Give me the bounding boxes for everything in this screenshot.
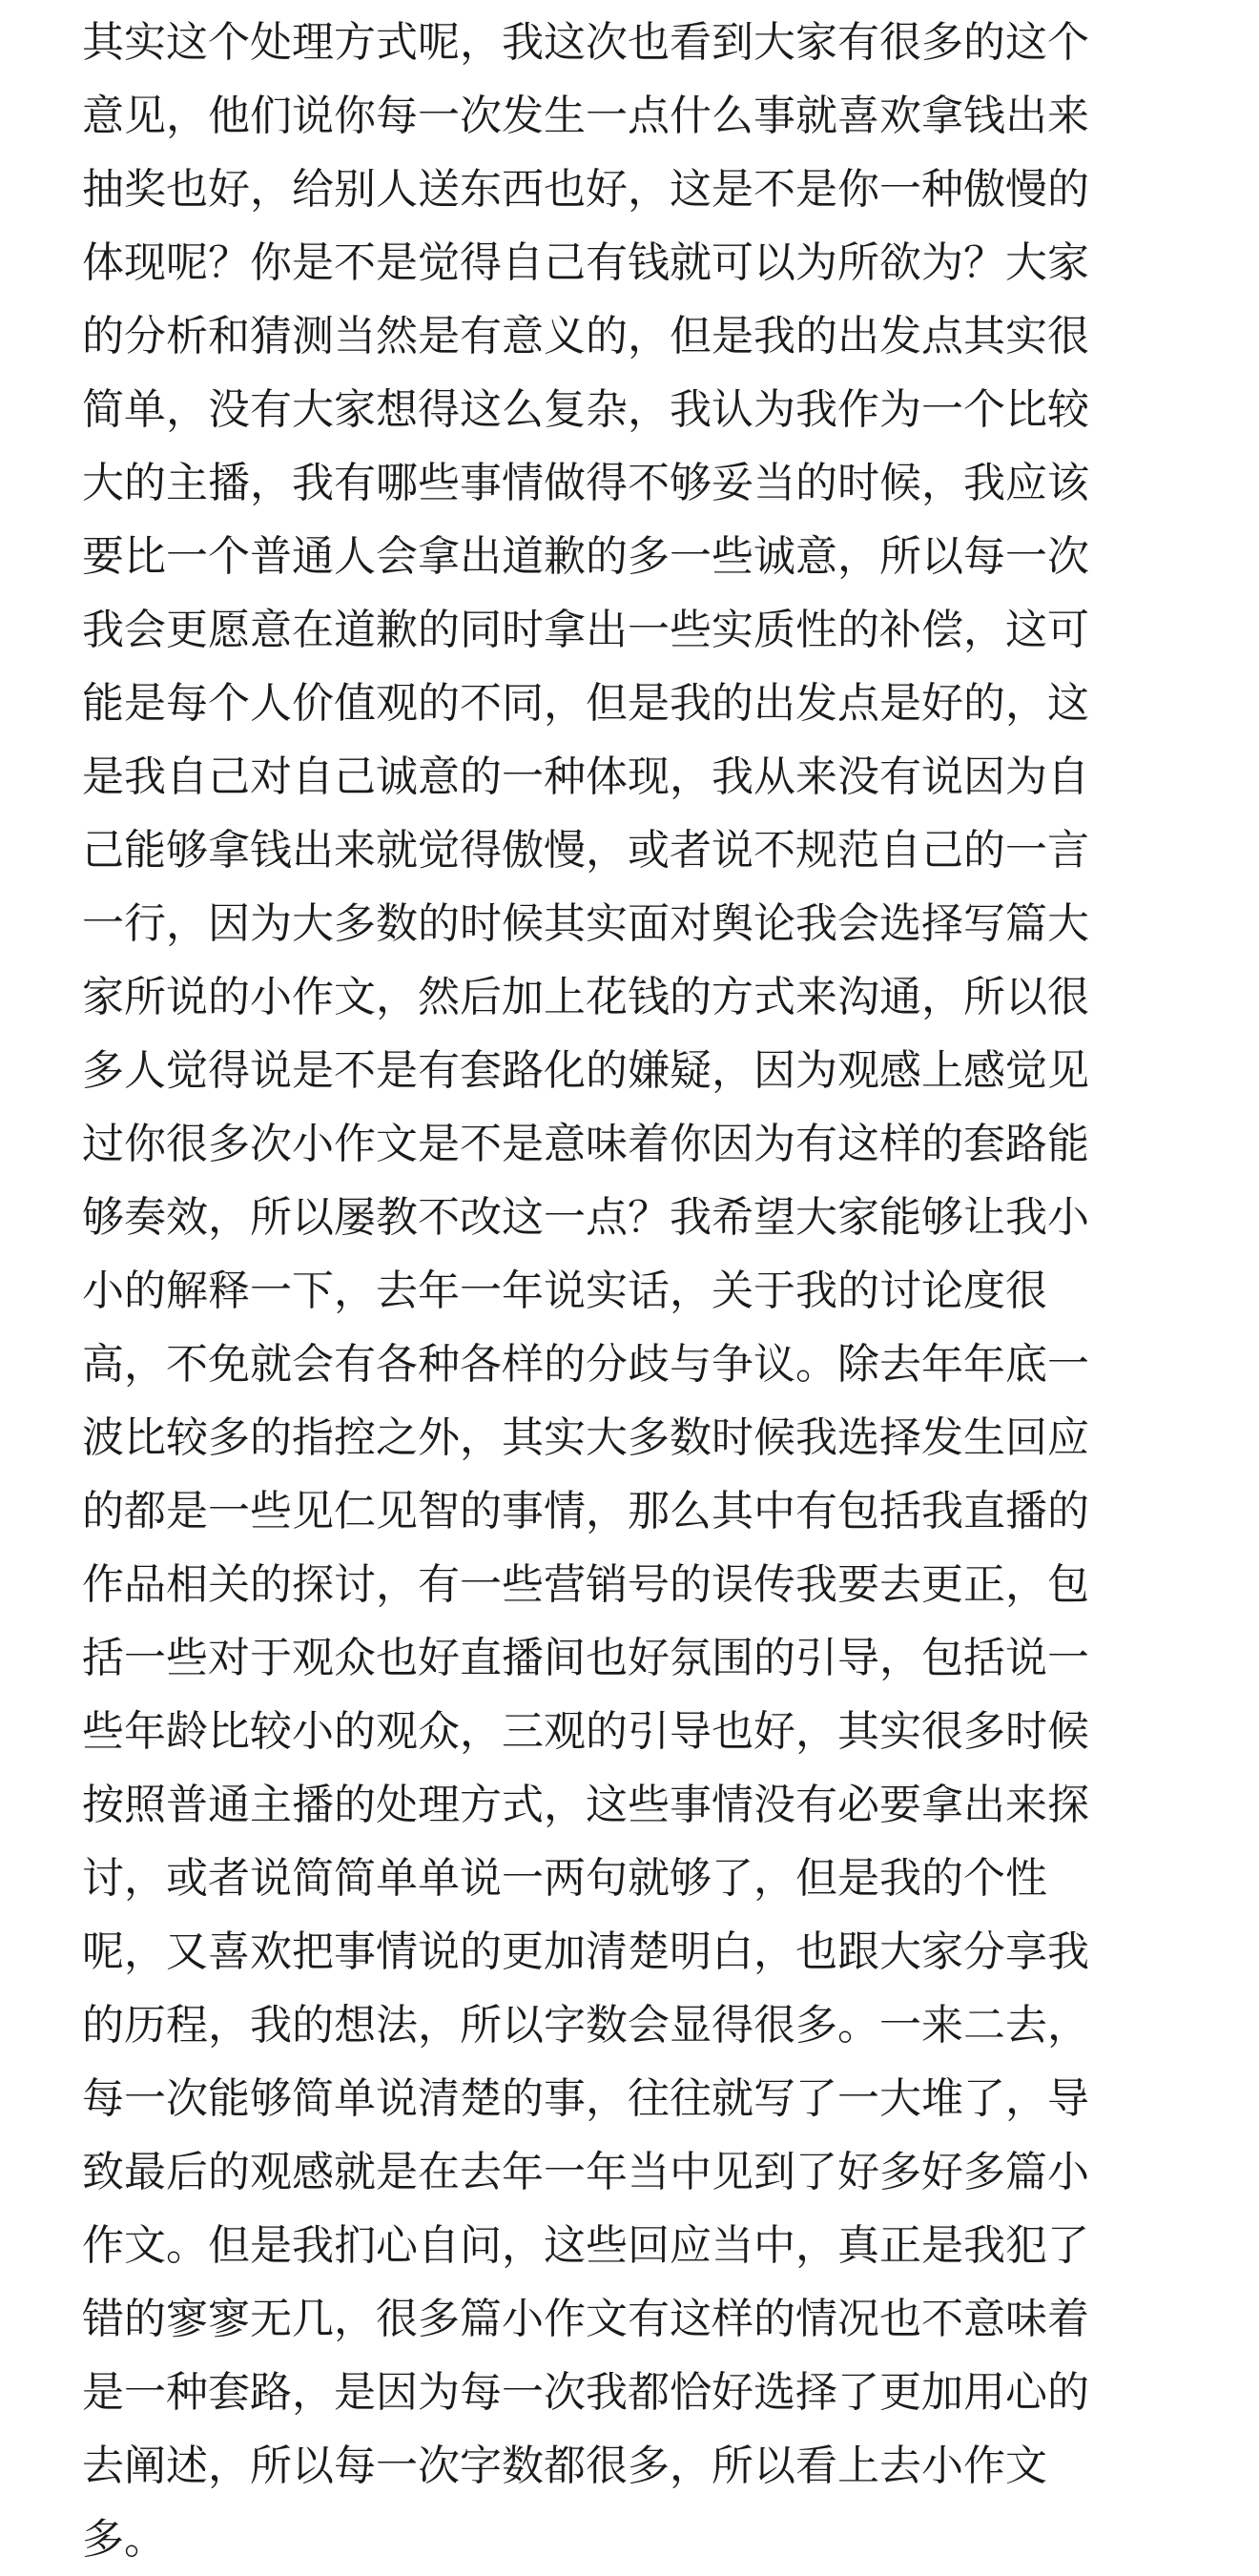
text-line: 的都是一些见仁见智的事情，那么其中有包括我直播的	[82, 1487, 1089, 1535]
text-line: 作文。但是我扪心自问，这些回应当中，真正是我犯了	[82, 2221, 1089, 2270]
text-line: 体现呢？你是不是觉得自己有钱就可以为所欲为？大家	[82, 238, 1089, 287]
text-line: 意见，他们说你每一次发生一点什么事就喜欢拿钱出来	[82, 92, 1089, 140]
text-line: 其实这个处理方式呢，我这次也看到大家有很多的这个	[82, 18, 1089, 67]
text-line: 小的解释一下，去年一年说实话，关于我的讨论度很	[82, 1267, 1047, 1315]
text-line: 我会更愿意在道歉的同时拿出一些实质性的补偿，这可	[82, 606, 1089, 654]
text-line: 大的主播，我有哪些事情做得不够妥当的时候，我应该	[82, 459, 1089, 507]
text-line: 的历程，我的想法，所以字数会显得很多。一来二去，	[82, 2001, 1089, 2050]
text-line: 的分析和猜测当然是有意义的，但是我的出发点其实很	[82, 312, 1089, 361]
text-line: 呢，又喜欢把事情说的更加清楚明白，也跟大家分享我	[82, 1927, 1089, 1976]
text-line: 多人觉得说是不是有套路化的嫌疑，因为观感上感觉见	[82, 1046, 1089, 1095]
text-line: 作品相关的探讨，有一些营销号的误传我要去更正，包	[82, 1560, 1089, 1609]
text-line: 要比一个普通人会拿出道歉的多一些诚意，所以每一次	[82, 532, 1089, 581]
text-line: 多。	[82, 2515, 166, 2564]
text-line: 抽奖也好，给别人送东西也好，这是不是你一种傲慢的	[82, 165, 1089, 214]
text-line: 去阐述，所以每一次字数都很多，所以看上去小作文	[82, 2442, 1047, 2490]
text-line: 些年龄比较小的观众，三观的引导也好，其实很多时候	[82, 1707, 1089, 1756]
text-line: 家所说的小作文，然后加上花钱的方式来沟通，所以很	[82, 973, 1089, 1021]
text-line: 够奏效，所以屡教不改这一点？我希望大家能够让我小	[82, 1193, 1089, 1242]
text-line: 是一种套路，是因为每一次我都恰好选择了更加用心的	[82, 2368, 1089, 2417]
article-body	[82, 6, 1188, 2576]
text-line: 每一次能够简单说清楚的事，往往就写了一大堆了，导	[82, 2074, 1089, 2123]
text-line: 简单，没有大家想得这么复杂，我认为我作为一个比较	[82, 385, 1089, 434]
text-line: 能是每个人价值观的不同，但是我的出发点是好的，这	[82, 679, 1089, 728]
text-line: 致最后的观感就是在去年一年当中见到了好多好多篇小	[82, 2148, 1089, 2196]
text-line: 是我自己对自己诚意的一种体现，我从来没有说因为自	[82, 752, 1089, 801]
text-line: 按照普通主播的处理方式，这些事情没有必要拿出来探	[82, 1781, 1089, 1829]
text-line: 过你很多次小作文是不是意味着你因为有这样的套路能	[82, 1120, 1089, 1168]
text-line: 波比较多的指控之外，其实大多数时候我选择发生回应	[82, 1413, 1089, 1462]
text-line: 高，不免就会有各种各样的分歧与争议。除去年年底一	[82, 1340, 1089, 1389]
text-line: 己能够拿钱出来就觉得傲慢，或者说不规范自己的一言	[82, 826, 1089, 875]
text-line: 错的寥寥无几，很多篇小作文有这样的情况也不意味着	[82, 2295, 1089, 2343]
text-line: 括一些对于观众也好直播间也好氛围的引导，包括说一	[82, 1634, 1089, 1682]
text-line: 一行，因为大多数的时候其实面对舆论我会选择写篇大	[82, 899, 1089, 948]
text-line: 讨，或者说简简单单说一两句就够了，但是我的个性	[82, 1854, 1047, 1903]
